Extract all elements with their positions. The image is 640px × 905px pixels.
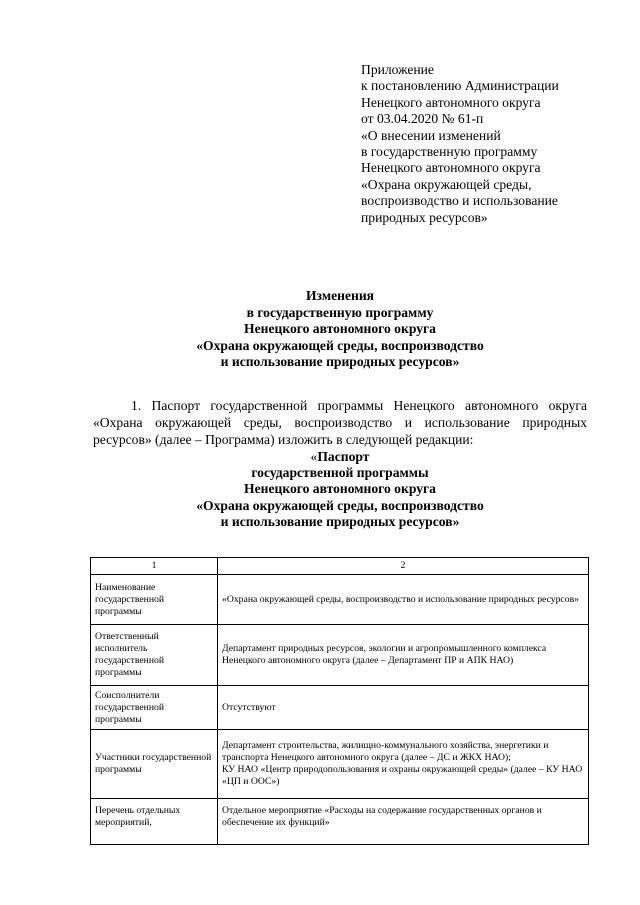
row-label: Перечень отдельных мероприятий, (91, 799, 218, 845)
row-value (218, 730, 589, 799)
table-row (91, 575, 589, 625)
row-value: Отсутствуют (218, 686, 589, 730)
appendix-block (361, 62, 621, 226)
appendix-line: к постановлению Администрации (361, 78, 559, 94)
intro-paragraph: 1. Паспорт государственной программы Ненецкого автономного округа «Охрана окружающей среды, воспроизводство и использование природных ресурсов» (далее – Программа) изложить в следующей редакции: (93, 398, 587, 447)
title-line: и использование природных ресурсов» (220, 354, 460, 370)
row-value: «Охрана окружающей среды, воспроизводство и использование природных ресурсов» (218, 575, 589, 625)
row-label: Ответственный исполнитель государственной программы (91, 625, 218, 686)
appendix-line: воспроизводство и использование (361, 193, 558, 209)
passport-title-line: «Охрана окружающей среды, воспроизводство (196, 497, 484, 513)
appendix-line: «О внесении изменений (361, 127, 501, 143)
table-row (91, 799, 589, 845)
title-line: в государственную программу (246, 304, 434, 320)
row-label: Соисполнители государственной программы (91, 686, 218, 730)
row-value-line: Департамент строительства, жилищно-коммунального хозяйства, энергетики и транспорта Ненецкого автономного округа (далее – ДС и ЖКХ НАО); (222, 740, 549, 763)
passport-table (90, 557, 589, 845)
appendix-line: в государственную программу (361, 144, 538, 160)
open-quote: « (310, 449, 318, 464)
passport-title-line: и использование природных ресурсов» (220, 513, 460, 529)
table-row (91, 730, 589, 799)
table-header-cell: 2 (218, 558, 589, 575)
title-line: Изменения (305, 288, 375, 303)
table-header-row (91, 558, 589, 575)
table-row (91, 625, 589, 686)
passport-title-first-line (90, 449, 590, 465)
row-value: Департамент природных ресурсов, экологии и агропромышленного комплекса Ненецкого автономного округа (далее – Департамент ПР и АПК НАО) (218, 625, 589, 686)
appendix-line: природных ресурсов» (361, 209, 488, 225)
appendix-line: Ненецкого автономного округа (361, 160, 541, 176)
appendix-line: Приложение (361, 62, 434, 77)
table-row (91, 686, 589, 730)
row-value-line: КУ НАО «Центр природопользования и охраны окружающей среды» (далее – КУ НАО «ЦП и ООС») (222, 764, 583, 787)
appendix-line: Ненецкого автономного округа (361, 94, 541, 110)
row-label: Наименование государственной программы (91, 575, 218, 625)
passport-title-line: государственной программы (251, 465, 429, 481)
appendix-line: от 03.04.2020 № 61-п (361, 111, 484, 127)
passport-title (90, 449, 590, 530)
title-line: «Охрана окружающей среды, воспроизводство (196, 337, 484, 353)
passport-word: Паспорт (317, 449, 370, 464)
passport-title-line: Ненецкого автономного округа (244, 481, 436, 497)
title-line: Ненецкого автономного округа (244, 321, 436, 337)
table-header-cell: 1 (91, 558, 218, 575)
appendix-line: «Охрана окружающей среды, (361, 176, 532, 192)
document-title (90, 288, 590, 371)
row-label: Участники государственной программы (91, 730, 218, 799)
row-value: Отдельное мероприятие «Расходы на содержание государственных органов и обеспечение их функций» (218, 799, 589, 845)
